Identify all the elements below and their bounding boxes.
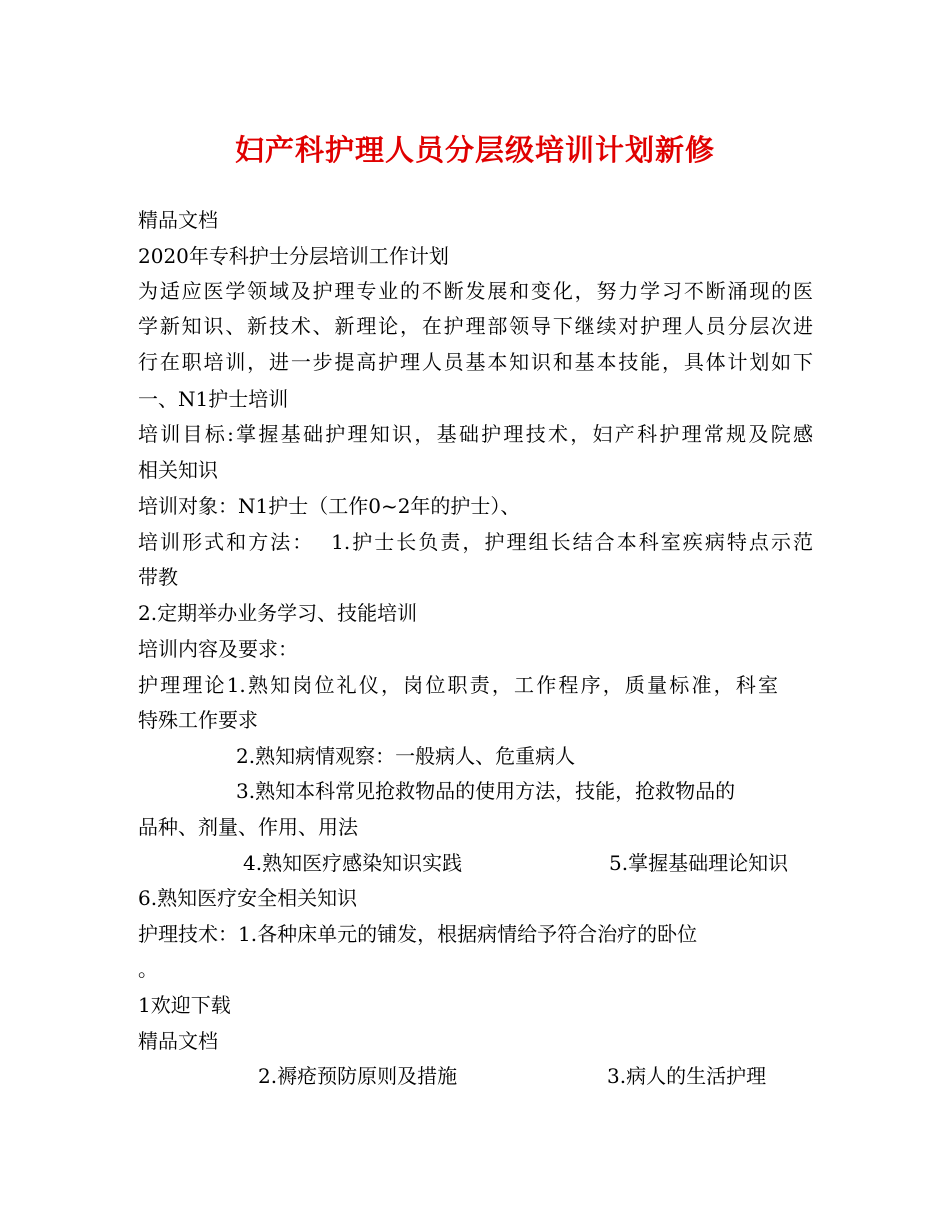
text-line-method-2: 2.定期举办业务学习、技能培训: [138, 601, 418, 625]
text-line-theory-5: 5.掌握基础理论知识: [609, 851, 789, 875]
text-line-goal-cont: 相关知识: [138, 458, 218, 482]
document-title: 妇产科护理人员分层级培训计划新修: [234, 133, 715, 167]
text-line-theory-1: 护理理论1.熟知岗位礼仪，岗位职责，工作程序，质量标准，科室: [138, 673, 778, 697]
text-line-period: 。: [138, 957, 158, 981]
text-line-intro-2: 学新知识、新技术、新理论，在护理部领导下继续对护理人员分层次进: [138, 314, 813, 338]
text-line-target: 培训对象：N1护士（工作0~2年的护士）、: [138, 494, 521, 518]
text-line-theory-3-cont: 品种、剂量、作用、用法: [138, 815, 358, 839]
text-line-method: 培训形式和方法： 1.护士长负责，护理组长结合本科室疾病特点示范: [138, 530, 813, 554]
text-line-theory-6: 6.熟知医疗安全相关知识: [138, 886, 358, 910]
text-line-header: 精品文档: [138, 208, 218, 232]
text-line-goal: 培训目标:掌握基础护理知识，基础护理技术，妇产科护理常规及院感: [138, 422, 813, 446]
text-line-theory-3: 3.熟知本科常见抢救物品的使用方法，技能，抢救物品的: [236, 779, 736, 803]
text-line-theory-2: 2.熟知病情观察：一般病人、危重病人: [236, 744, 576, 768]
text-line-theory-4: 4.熟知医疗感染知识实践: [243, 851, 463, 875]
text-line-technique-2: 2.褥疮预防原则及措施: [258, 1064, 458, 1088]
page-footer: 1欢迎下载: [138, 993, 231, 1017]
section-heading-n1: 一、N1护士培训: [138, 387, 289, 411]
text-line-intro-1: 为适应医学领域及护理专业的不断发展和变化，努力学习不断涌现的医: [138, 279, 813, 303]
text-line-intro-3: 行在职培训，进一步提高护理人员基本知识和基本技能，具体计划如下: [138, 350, 813, 374]
text-line-plan-title: 2020年专科护士分层培训工作计划: [138, 244, 449, 268]
text-line-technique-3: 3.病人的生活护理: [607, 1064, 767, 1088]
text-line-theory-1-cont: 特殊工作要求: [138, 708, 258, 732]
text-line-method-cont: 带教: [138, 565, 178, 589]
text-line-content-heading: 培训内容及要求：: [138, 637, 298, 661]
text-line-technique-1: 护理技术：1.各种床单元的铺发，根据病情给予符合治疗的卧位: [138, 922, 698, 946]
page-header: 精品文档: [138, 1029, 218, 1053]
